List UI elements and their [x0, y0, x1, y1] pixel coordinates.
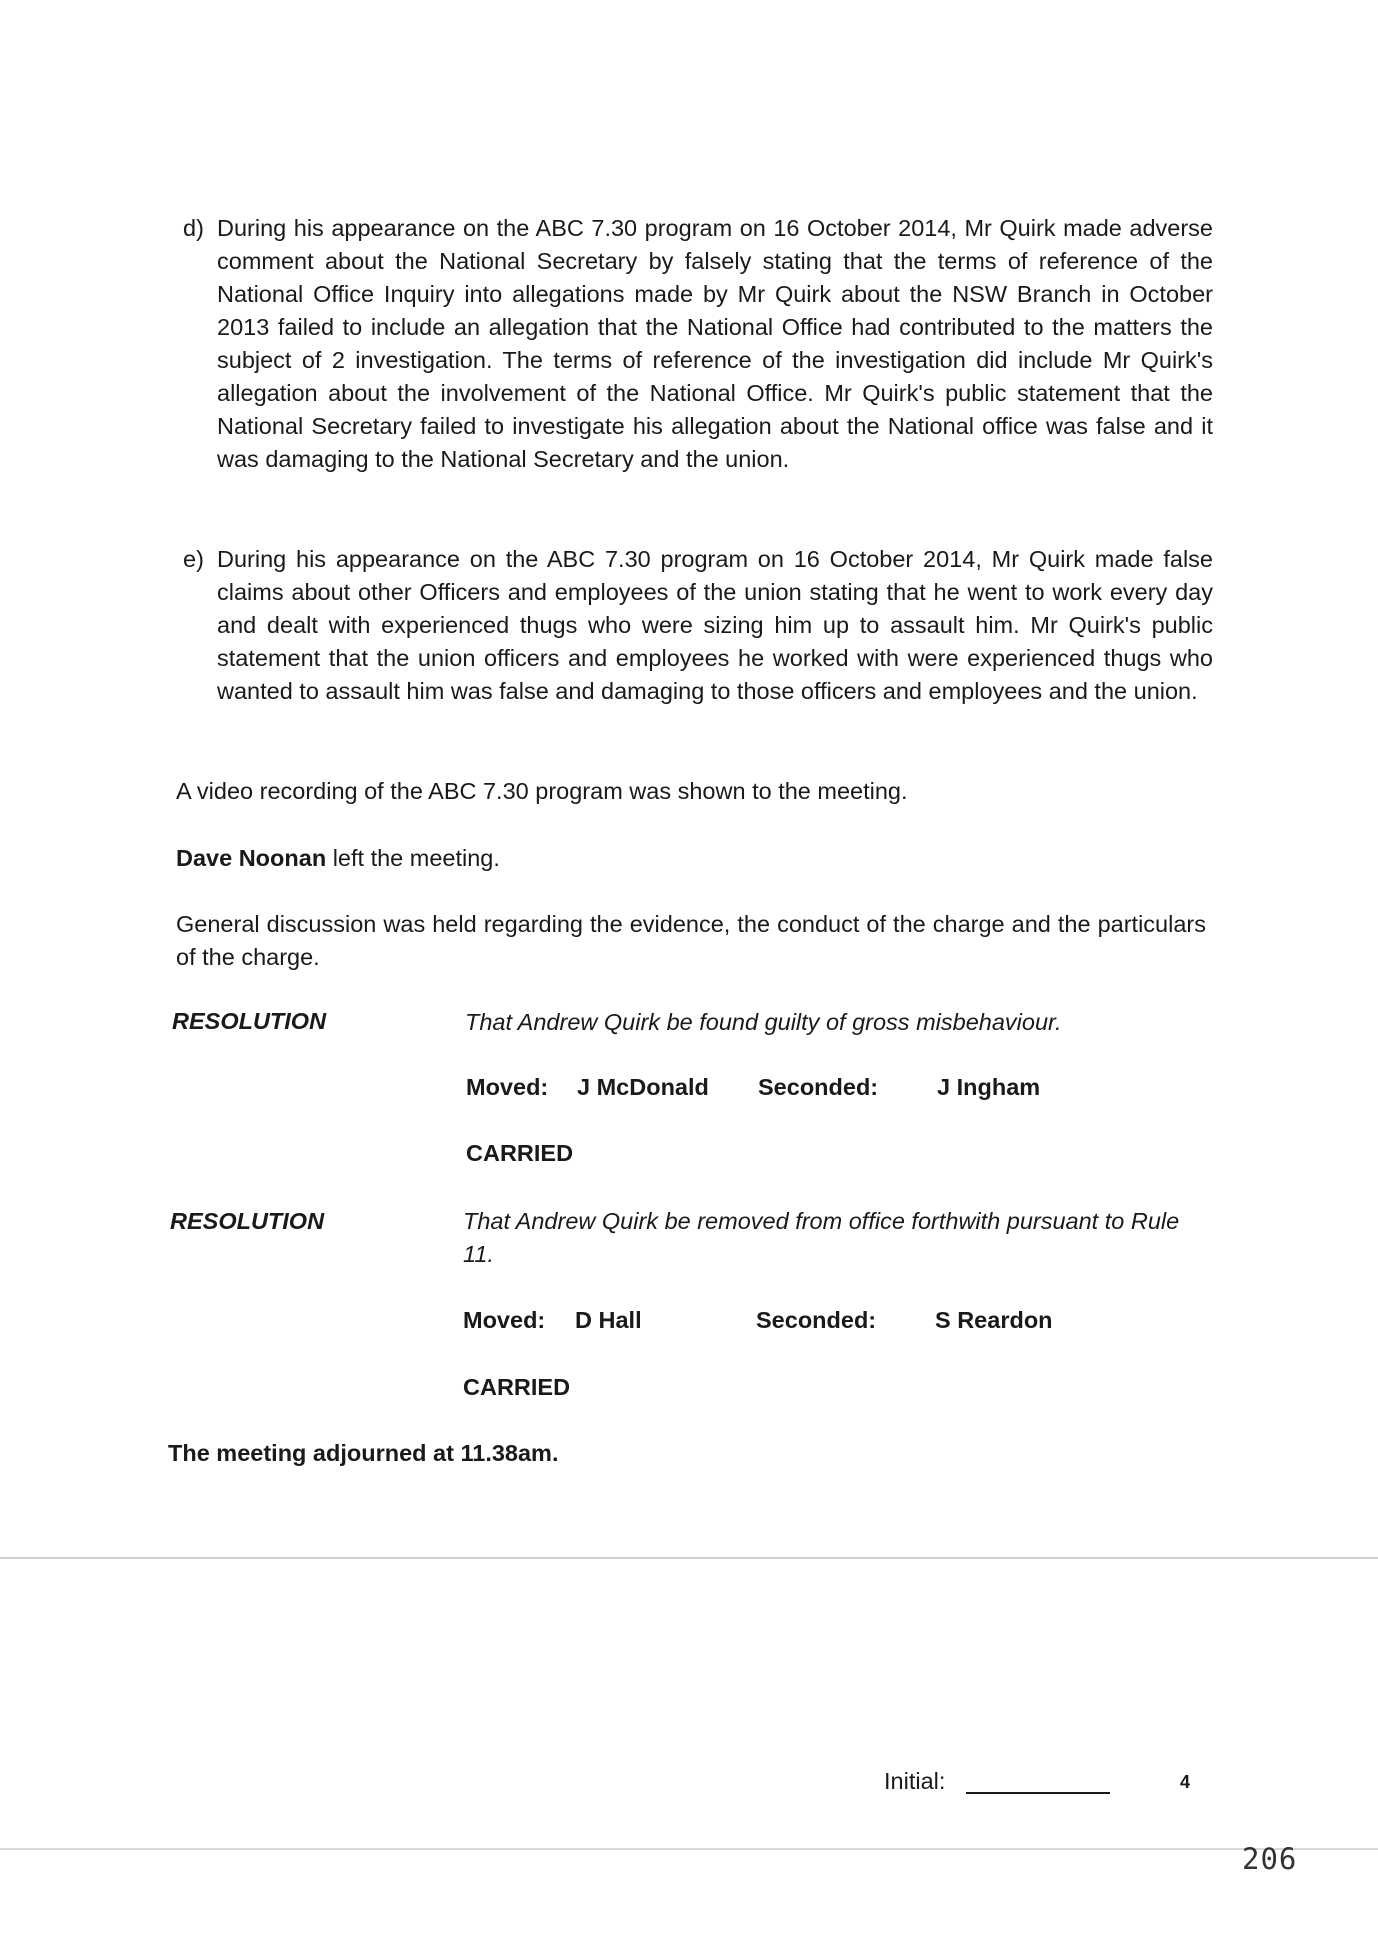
page-bottom-divider: [0, 1848, 1378, 1850]
list-text-d: During his appearance on the ABC 7.30 program on 16 October 2014, Mr Quirk made adverse comment about the National Secretary by falsely stating that the terms of reference of the National Office Inquiry into allegations made by Mr Quirk about the NSW Branch in October 2013 failed to include an allegation that the National Office had contributed to the matters the subject of 2 investigation. The terms of reference of the investigation did include Mr Quirk's allegation about the involvement of the National Office. Mr Quirk's public statement that the National Secretary failed to investigate his allegation about the National office was false and it was damaging to the National Secretary and the union.: [217, 215, 1213, 472]
initial-signature-line: [966, 1792, 1110, 1794]
seconded-label-1: Seconded:: [758, 1074, 879, 1100]
outcome-2: CARRIED: [463, 1374, 571, 1400]
moved-label-2: Moved:: [463, 1307, 546, 1333]
noonan-paragraph: [176, 842, 1206, 875]
resolution-text-1: That Andrew Quirk be found guilty of gross misbehaviour.: [465, 1009, 1062, 1035]
resolution-text-2: That Andrew Quirk be removed from office forthwith pursuant to Rule 11.: [463, 1208, 1180, 1267]
discussion-paragraph: General discussion was held regarding the evidence, the conduct of the charge and the particulars of the charge.: [176, 911, 1206, 970]
video-paragraph: A video recording of the ABC 7.30 program was shown to the meeting.: [176, 778, 908, 804]
outcome-1: CARRIED: [466, 1140, 574, 1166]
seconded-by-2: S Reardon: [935, 1307, 1053, 1333]
seconded-label-2: Seconded:: [756, 1307, 877, 1333]
list-marker-d: d): [183, 215, 204, 241]
initial-label: Initial:: [884, 1768, 946, 1794]
page-divider: [0, 1557, 1378, 1559]
seconded-by-1: J Ingham: [937, 1074, 1041, 1100]
list-marker-e: e): [183, 546, 204, 572]
moved-by-1: J McDonald: [577, 1074, 709, 1100]
moved-label-1: Moved:: [466, 1074, 549, 1100]
list-item-e: [183, 543, 1213, 708]
stamp-page-number: 206: [1242, 1842, 1298, 1876]
page-number: 4: [1180, 1772, 1191, 1792]
list-item-d: [183, 212, 1213, 476]
list-text-e: During his appearance on the ABC 7.30 program on 16 October 2014, Mr Quirk made false claims about other Officers and employees of the union stating that he went to work every day and dealt with experienced thugs who were sizing him up to assault him. Mr Quirk's public statement that the union officers and employees he worked with were experienced thugs who wanted to assault him was false and damaging to those officers and employees and the union.: [217, 546, 1213, 704]
noonan-rest: left the meeting.: [326, 845, 500, 871]
moved-by-2: D Hall: [575, 1307, 642, 1333]
adjourned-statement: The meeting adjourned at 11.38am.: [168, 1440, 559, 1466]
resolution-label-2: RESOLUTION: [170, 1208, 325, 1234]
resolution-label-1: RESOLUTION: [172, 1008, 327, 1034]
noonan-name: Dave Noonan: [176, 845, 327, 871]
